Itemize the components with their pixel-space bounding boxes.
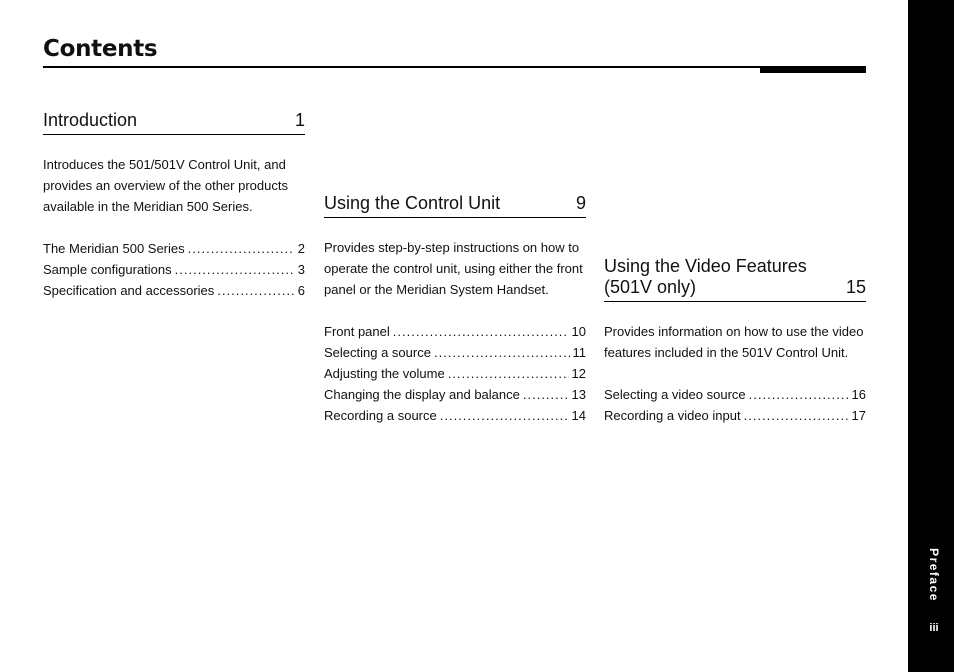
dot-leader [749,384,849,405]
section-title: Using the Control Unit [324,193,501,213]
section-title-line1: Using the Video Features [604,256,807,276]
toc-entry[interactable] [324,363,586,384]
toc-entry[interactable] [43,259,305,280]
side-tab-label: Preface [927,548,941,602]
section-page-number: 1 [294,110,305,130]
title-rule-tab [760,66,866,73]
toc-entry-page: 13 [571,387,586,402]
section-description: Introduces the 501/501V Control Unit, and provides an overview of the other products available in the Meridian 500 Series. [43,157,288,214]
section-description: Provides information on how to use the video features included in the 501V Control Unit. [604,324,864,360]
page-number: iii [929,622,939,634]
toc-entry-page: 14 [571,408,586,423]
dot-leader [188,238,294,259]
page-title: Contents [43,36,158,62]
dot-leader [523,384,569,405]
section-heading[interactable] [604,256,866,302]
toc-entry-page: 10 [571,324,586,339]
toc-list [43,238,305,301]
toc-entry[interactable] [604,384,866,405]
title-rule [43,66,865,68]
toc-entry[interactable] [324,405,586,426]
toc-entry[interactable] [324,342,586,363]
section-page-number: 15 [845,277,866,297]
dot-leader [217,280,294,301]
section-description: Provides step-by-step instructions on how to operate the control unit, using either the front panel or the Meridian System Handset. [324,240,583,297]
toc-entry[interactable] [43,238,305,259]
toc-entry[interactable] [324,384,586,405]
toc-entry-page: 16 [851,387,866,402]
toc-entry-label: Specification and accessories [43,283,215,298]
dot-leader [448,363,569,384]
section-introduction [43,110,305,301]
toc-entry-page: 17 [851,408,866,423]
section-title-line2: (501V only) [604,277,697,297]
dot-leader [393,321,569,342]
toc-list [324,321,586,426]
section-title [604,256,807,298]
toc-entry-label: Selecting a source [324,345,431,360]
toc-entry-page: 2 [297,241,305,256]
toc-entry-label: Recording a source [324,408,437,423]
toc-entry[interactable] [43,280,305,301]
toc-entry-page: 12 [571,366,586,381]
section-using-video-features [604,256,866,426]
dot-leader [434,342,570,363]
toc-entry-label: Sample configurations [43,262,172,277]
dot-leader [175,259,294,280]
section-page-number: 9 [575,193,586,213]
dot-leader [744,405,849,426]
toc-entry-label: Recording a video input [604,408,741,423]
toc-entry[interactable] [604,405,866,426]
toc-entry-label: Adjusting the volume [324,366,445,381]
toc-entry-page: 6 [297,283,305,298]
toc-entry-label: Selecting a video source [604,387,746,402]
toc-entry-label: Front panel [324,324,390,339]
section-heading[interactable] [43,110,305,135]
toc-entry[interactable] [324,321,586,342]
toc-list [604,384,866,426]
toc-entry-label: Changing the display and balance [324,387,520,402]
toc-entry-label: The Meridian 500 Series [43,241,185,256]
section-title: Introduction [43,110,138,130]
section-heading[interactable] [324,193,586,218]
toc-entry-page: 11 [572,345,586,360]
dot-leader [440,405,569,426]
section-using-control-unit [324,193,586,426]
toc-entry-page: 3 [297,262,305,277]
